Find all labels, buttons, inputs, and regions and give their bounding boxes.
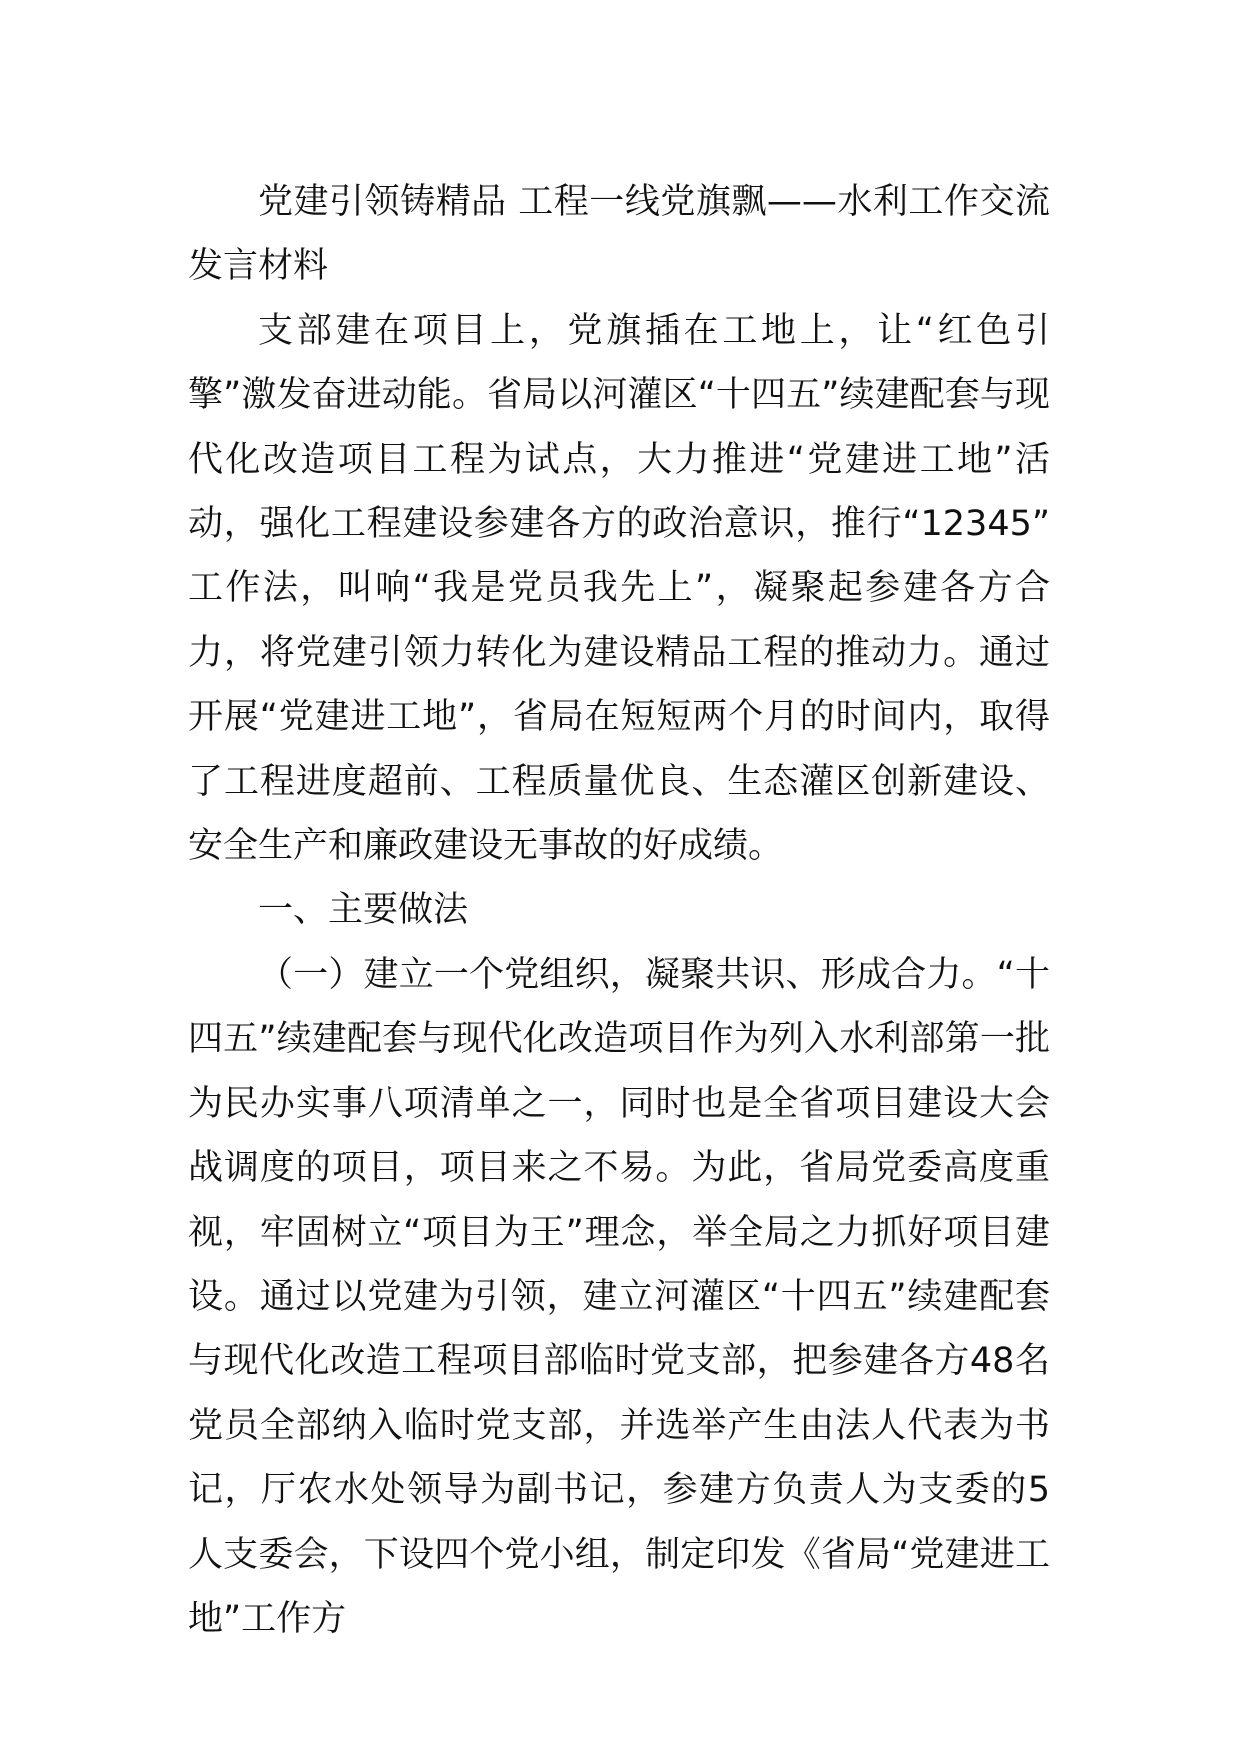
- intro-paragraph: 支部建在项目上，党旗插在工地上，让“红色引擎”激发奋进动能。省局以河灌区“十四五”续建配套与现代化改造项目工程为试点，大力推进“党建进工地”活动，强化工程建设参建各方的政治意识，推行“12345” 工作法，叫响“我是党员我先上”，凝聚起参建各方合力，将党建引领力转化为建设精品工程的推动力。通过开展“党建进工地”，省局在短短两个月的时间内，取得了工程进度超前、工程质量优良、生态灌区创新建设、安全生产和廉政建设无事故的好成绩。: [188, 310, 1050, 867]
- section-heading: 一、主要做法: [258, 890, 469, 931]
- document-title: 党建引领铸精品 工程一线党旗飘——水利工作交流发言材料: [188, 182, 1050, 287]
- subsection-paragraph: （一）建立一个党组织，凝聚共识、形成合力。“十四五”续建配套与现代化改造项目作为列入水利部第一批为民办实事八项清单之一，同时也是全省项目建设大会战调度的项目，项目来之不易。为此，省局党委高度重视，牢固树立“项目为王”理念，举全局之力抓好项目建设。通过以党建为引领，建立河灌区“十四五”续建配套与现代化改造工程项目部临时党支部，把参建各方48名党员全部纳入临时党支部，并选举产生由法人代表为书记，厅农水处领导为副书记，参建方负责人为支委的5人支委会，下设四个党小组，制定印发《省局“党建进工地”工作方: [188, 954, 1050, 1639]
- document-body: [188, 170, 1050, 1651]
